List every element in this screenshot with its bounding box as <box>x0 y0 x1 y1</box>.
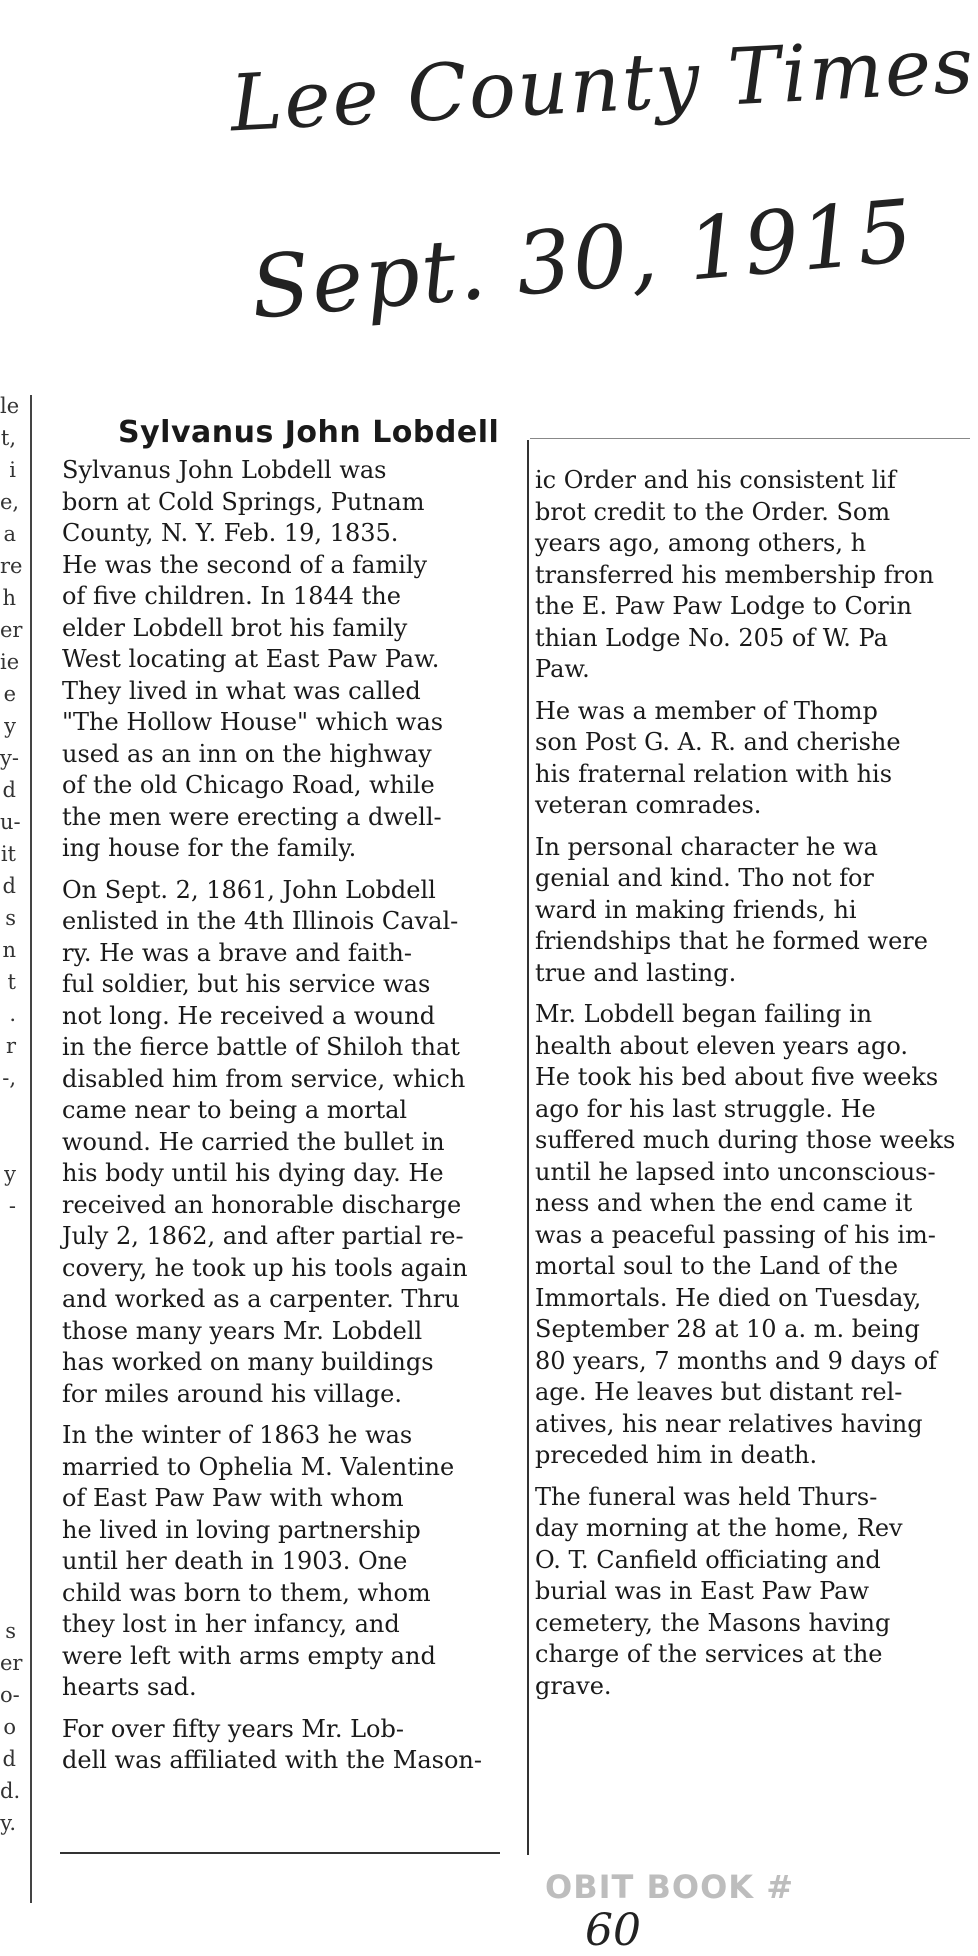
edge-fragment: y <box>4 1162 16 1186</box>
article-text-line: he lived in loving partnership <box>62 1515 421 1544</box>
article-text-line: ing house for the family. <box>62 834 357 862</box>
article-text-line: married to Ophelia M. Valentine <box>62 1452 455 1481</box>
edge-fragment: r <box>5 1034 16 1058</box>
article-text-line: in the fierce battle of Shiloh that <box>62 1033 460 1061</box>
article-text-line: day morning at the home, Rev <box>535 1514 903 1542</box>
handwritten-newspaper-name: Lee County Times <box>228 20 978 150</box>
article-text-line: July 2, 1862, and after partial re- <box>62 1222 464 1250</box>
column-divider <box>527 440 529 1855</box>
edge-fragment: y <box>4 714 16 738</box>
article-text-line: wound. He carried the bullet in <box>62 1127 445 1156</box>
article-text-line: transferred his membership fron <box>535 560 934 589</box>
article-text-line: the E. Paw Paw Lodge to Corin <box>535 592 912 620</box>
article-text-line: child was born to them, whom <box>62 1578 431 1607</box>
article-text-line: charge of the services at the <box>535 1640 883 1668</box>
paragraph-break <box>62 1410 502 1420</box>
paragraph-break <box>535 1472 975 1482</box>
article-text-line: mortal soul to the Land of the <box>535 1252 899 1280</box>
article-text-line: County, N. Y. Feb. 19, 1835. <box>62 519 399 547</box>
edge-fragment: it <box>0 842 16 866</box>
article-text-line: ful soldier, but his service was <box>62 970 431 998</box>
edge-fragment: d <box>2 1747 16 1771</box>
article-text-line: health about eleven years ago. <box>535 1031 908 1060</box>
article-text-line: On Sept. 2, 1861, John Lobdell <box>62 875 436 904</box>
article-text-line: elder Lobdell brot his family <box>62 613 408 642</box>
article-text-line: age. He leaves but distant rel- <box>535 1378 903 1406</box>
article-text-line: the men were erecting a dwell- <box>62 802 442 831</box>
paragraph-break <box>535 686 975 696</box>
article-text-line: for miles around his village. <box>62 1379 402 1408</box>
edge-fragment: y- <box>0 746 19 770</box>
edge-fragment: - <box>8 1194 16 1218</box>
article-text-line: Sylvanus John Lobdell was <box>62 456 387 484</box>
edge-fragment: t <box>7 970 16 994</box>
article-column-1 <box>62 455 502 1777</box>
article-text-line: The funeral was held Thurs- <box>535 1482 878 1511</box>
column-top-rule <box>530 438 970 439</box>
article-text-line: those many years Mr. Lobdell <box>62 1316 423 1345</box>
handwritten-page-number: 60 <box>585 1905 641 1956</box>
edge-fragment: -, <box>2 1066 16 1090</box>
paragraph-break <box>62 865 502 875</box>
article-column-2 <box>535 465 975 1702</box>
article-text-line: ic Order and his consistent lif <box>535 466 896 494</box>
edge-fragment: s <box>5 1619 16 1643</box>
article-text-line: of five children. In 1844 the <box>62 582 401 610</box>
article-text-line: Paw. <box>535 655 590 683</box>
paragraph-break <box>535 989 975 999</box>
adjacent-column-fragments-lower <box>0 1615 23 1839</box>
article-text-line: atives, his near relatives having <box>535 1409 923 1438</box>
article-text-line: hearts sad. <box>62 1673 197 1701</box>
article-text-line: and worked as a carpenter. Thru <box>62 1285 460 1313</box>
article-text-line: preceded him in death. <box>535 1441 818 1469</box>
article-text-line: They lived in what was called <box>62 676 421 705</box>
article-text-line: friendships that he formed were <box>535 927 928 955</box>
article-text-line: West locating at East Paw Paw. <box>62 645 440 673</box>
article-text-line: cemetery, the Masons having <box>535 1608 891 1637</box>
article-text-line: years ago, among others, h <box>535 529 867 557</box>
article-headline: Sylvanus John Lobdell <box>118 415 500 450</box>
article-text-line: came near to being a mortal <box>62 1096 408 1124</box>
edge-fragment: y. <box>0 1811 16 1835</box>
edge-fragment: le <box>0 394 20 418</box>
article-text-line: enlisted in the 4th Illinois Caval- <box>62 907 459 935</box>
article-text-line: son Post G. A. R. and cherishe <box>535 728 901 756</box>
article-text-line: of the old Chicago Road, while <box>62 771 435 799</box>
article-text-line: veteran comrades. <box>535 791 762 819</box>
edge-fragment: e <box>3 682 16 706</box>
article-text-line: born at Cold Springs, Putnam <box>62 487 425 516</box>
article-text-line: September 28 at 10 a. m. being <box>535 1315 920 1343</box>
edge-fragment: h <box>2 586 16 610</box>
article-text-line: In the winter of 1863 he was <box>62 1421 413 1449</box>
article-text-line: until her death in 1903. One <box>62 1547 408 1575</box>
article-text-line: disabled him from service, which <box>62 1064 466 1093</box>
edge-fragment: er <box>0 618 23 642</box>
article-text-line: 80 years, 7 months and 9 days of <box>535 1346 938 1375</box>
article-text-line: He was the second of a family <box>62 550 428 579</box>
article-text-line: thian Lodge No. 205 of W. Pa <box>535 623 888 652</box>
edge-fragment: ie <box>0 650 20 674</box>
article-text-line: brot credit to the Order. Som <box>535 497 891 526</box>
clipping-left-border <box>30 395 32 1903</box>
article-text-line: "The Hollow House" which was <box>62 708 444 736</box>
edge-fragment: i <box>9 458 16 482</box>
article-text-line: used as an inn on the highway <box>62 739 432 768</box>
article-text-line: true and lasting. <box>535 958 737 987</box>
article-text-line: He was a member of Thomp <box>535 696 878 725</box>
edge-fragment: n <box>2 938 16 962</box>
article-text-line: were left with arms empty and <box>62 1641 436 1670</box>
edge-fragment <box>0 1094 16 1126</box>
edge-fragment: e, <box>0 490 20 514</box>
adjacent-column-fragments <box>0 390 23 1222</box>
edge-fragment: o <box>3 1715 16 1739</box>
article-text-line: In personal character he wa <box>535 832 878 861</box>
edge-fragment: d <box>2 874 16 898</box>
article-text-line: of East Paw Paw with whom <box>62 1484 404 1512</box>
edge-fragment <box>0 1126 16 1158</box>
article-text-line: has worked on many buildings <box>62 1348 434 1376</box>
article-text-line: his fraternal relation with his <box>535 759 893 788</box>
article-text-line: He took his bed about five weeks <box>535 1063 939 1091</box>
article-text-line: ness and when the end came it <box>535 1189 913 1217</box>
article-text-line: Immortals. He died on Tuesday, <box>535 1283 922 1312</box>
article-text-line: not long. He received a wound <box>62 1001 436 1030</box>
article-text-line: For over fifty years Mr. Lob- <box>62 1714 404 1743</box>
article-text-line: his body until his dying day. He <box>62 1159 444 1187</box>
article-text-line: until he lapsed into unconscious- <box>535 1157 936 1186</box>
paragraph-break <box>535 822 975 832</box>
article-text-line: O. T. Canfield officiating and <box>535 1545 881 1574</box>
article-text-line: ry. He was a brave and faith- <box>62 938 412 967</box>
article-text-line: Mr. Lobdell began failing in <box>535 1000 873 1028</box>
article-text-line: dell was affiliated with the Mason- <box>62 1746 482 1774</box>
article-text-line: genial and kind. Tho not for <box>535 864 874 892</box>
article-text-line: suffered much during those weeks <box>535 1126 956 1154</box>
article-text-line: burial was in East Paw Paw <box>535 1577 870 1605</box>
article-text-line: received an honorable discharge <box>62 1190 462 1219</box>
edge-fragment: o- <box>0 1683 20 1707</box>
edge-fragment: a <box>3 522 16 546</box>
edge-fragment: d <box>2 778 16 802</box>
clipping-bottom-border <box>60 1852 500 1854</box>
handwritten-date: Sept. 30, 1915 <box>246 181 919 339</box>
edge-fragment: s <box>5 906 16 930</box>
article-text-line: they lost in her infancy, and <box>62 1610 400 1638</box>
edge-fragment: er <box>0 1651 23 1675</box>
article-text-line: ago for his last struggle. He <box>535 1094 876 1123</box>
article-text-line: ward in making friends, hi <box>535 895 857 924</box>
edge-fragment: u- <box>0 810 21 834</box>
article-text-line: grave. <box>535 1671 612 1700</box>
edge-fragment: d. <box>0 1779 21 1803</box>
edge-fragment: re <box>0 554 23 578</box>
obit-book-stamp: OBIT BOOK # <box>545 1868 795 1906</box>
article-text-line: covery, he took up his tools again <box>62 1253 468 1282</box>
edge-fragment: t, <box>0 426 16 450</box>
edge-fragment: . <box>9 1002 16 1026</box>
paragraph-break <box>62 1704 502 1714</box>
article-text-line: was a peaceful passing of his im- <box>535 1220 936 1249</box>
